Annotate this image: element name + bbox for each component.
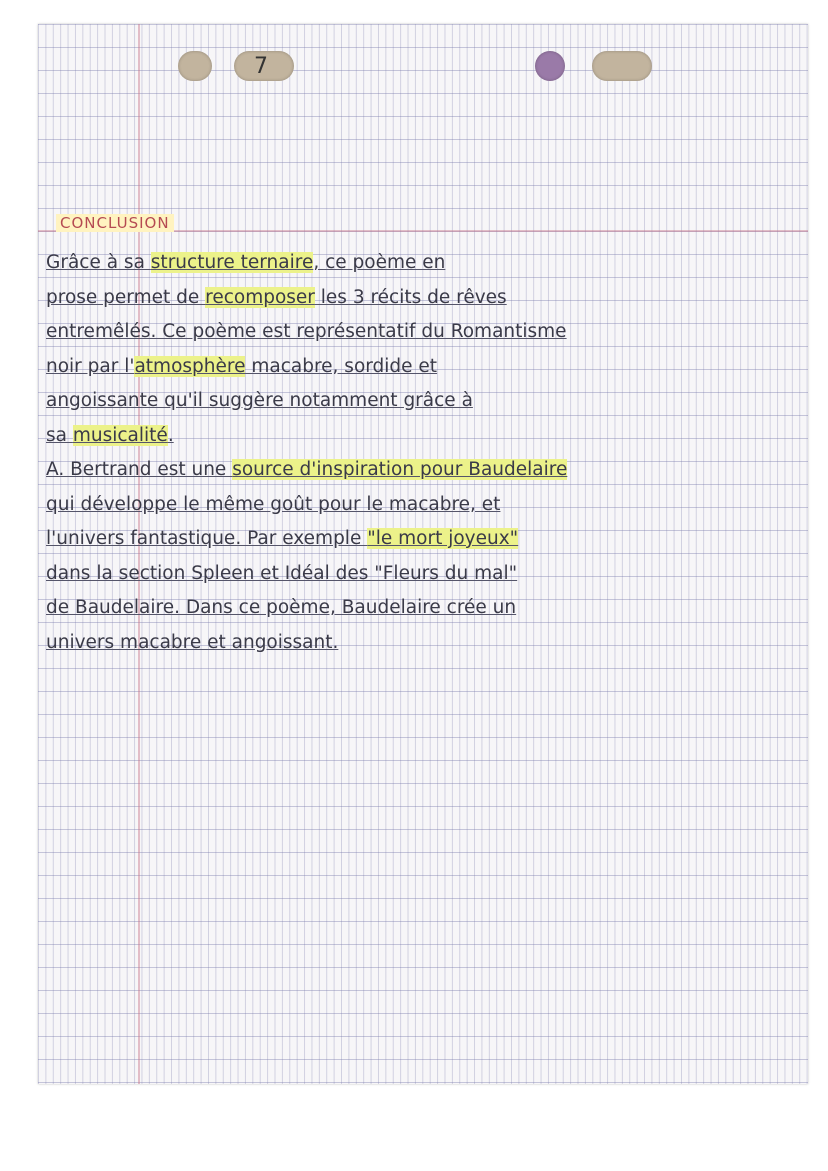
text-line: Grâce à sa structure ternaire, ce poème en: [46, 252, 446, 273]
text-line: univers macabre et angoissant.: [46, 631, 339, 653]
text-line: de Baudelaire. Dans ce poème, Baudelaire crée un: [46, 597, 517, 618]
section-heading: CONCLUSION: [56, 214, 174, 232]
highlight: "le mort joyeux": [367, 528, 519, 549]
text-line: sa musicalité.: [46, 424, 174, 446]
highlight: atmosphère: [134, 355, 246, 377]
highlight: source d'inspiration pour Baudelaire: [232, 459, 568, 480]
binder-hole: [178, 51, 212, 81]
notebook-page: [38, 24, 808, 1084]
page-number: 7: [254, 54, 268, 79]
text-line: entremêlés. Ce poème est représentatif du Romantisme: [46, 321, 567, 342]
text-line: qui développe le même goût pour le macabre, et: [46, 493, 501, 515]
highlight: structure ternaire: [150, 252, 314, 273]
binder-hole: [535, 51, 565, 81]
text-line: angoissante qu'il suggère notamment grâce à: [46, 390, 473, 411]
text-line: dans la section Spleen et Idéal des "Fleurs du mal": [46, 562, 518, 584]
highlight: musicalité: [72, 424, 168, 446]
highlight: recomposer: [205, 286, 315, 308]
text-line: noir par l'atmosphère macabre, sordide et: [46, 355, 438, 377]
text-line: prose permet de recomposer les 3 récits de rêves: [46, 286, 507, 308]
text-line: l'univers fantastique. Par exemple "le mort joyeux": [46, 528, 519, 549]
binder-hole: [592, 51, 652, 81]
text-line: A. Bertrand est une source d'inspiration pour Baudelaire: [46, 459, 568, 480]
conclusion-text: [46, 246, 806, 660]
